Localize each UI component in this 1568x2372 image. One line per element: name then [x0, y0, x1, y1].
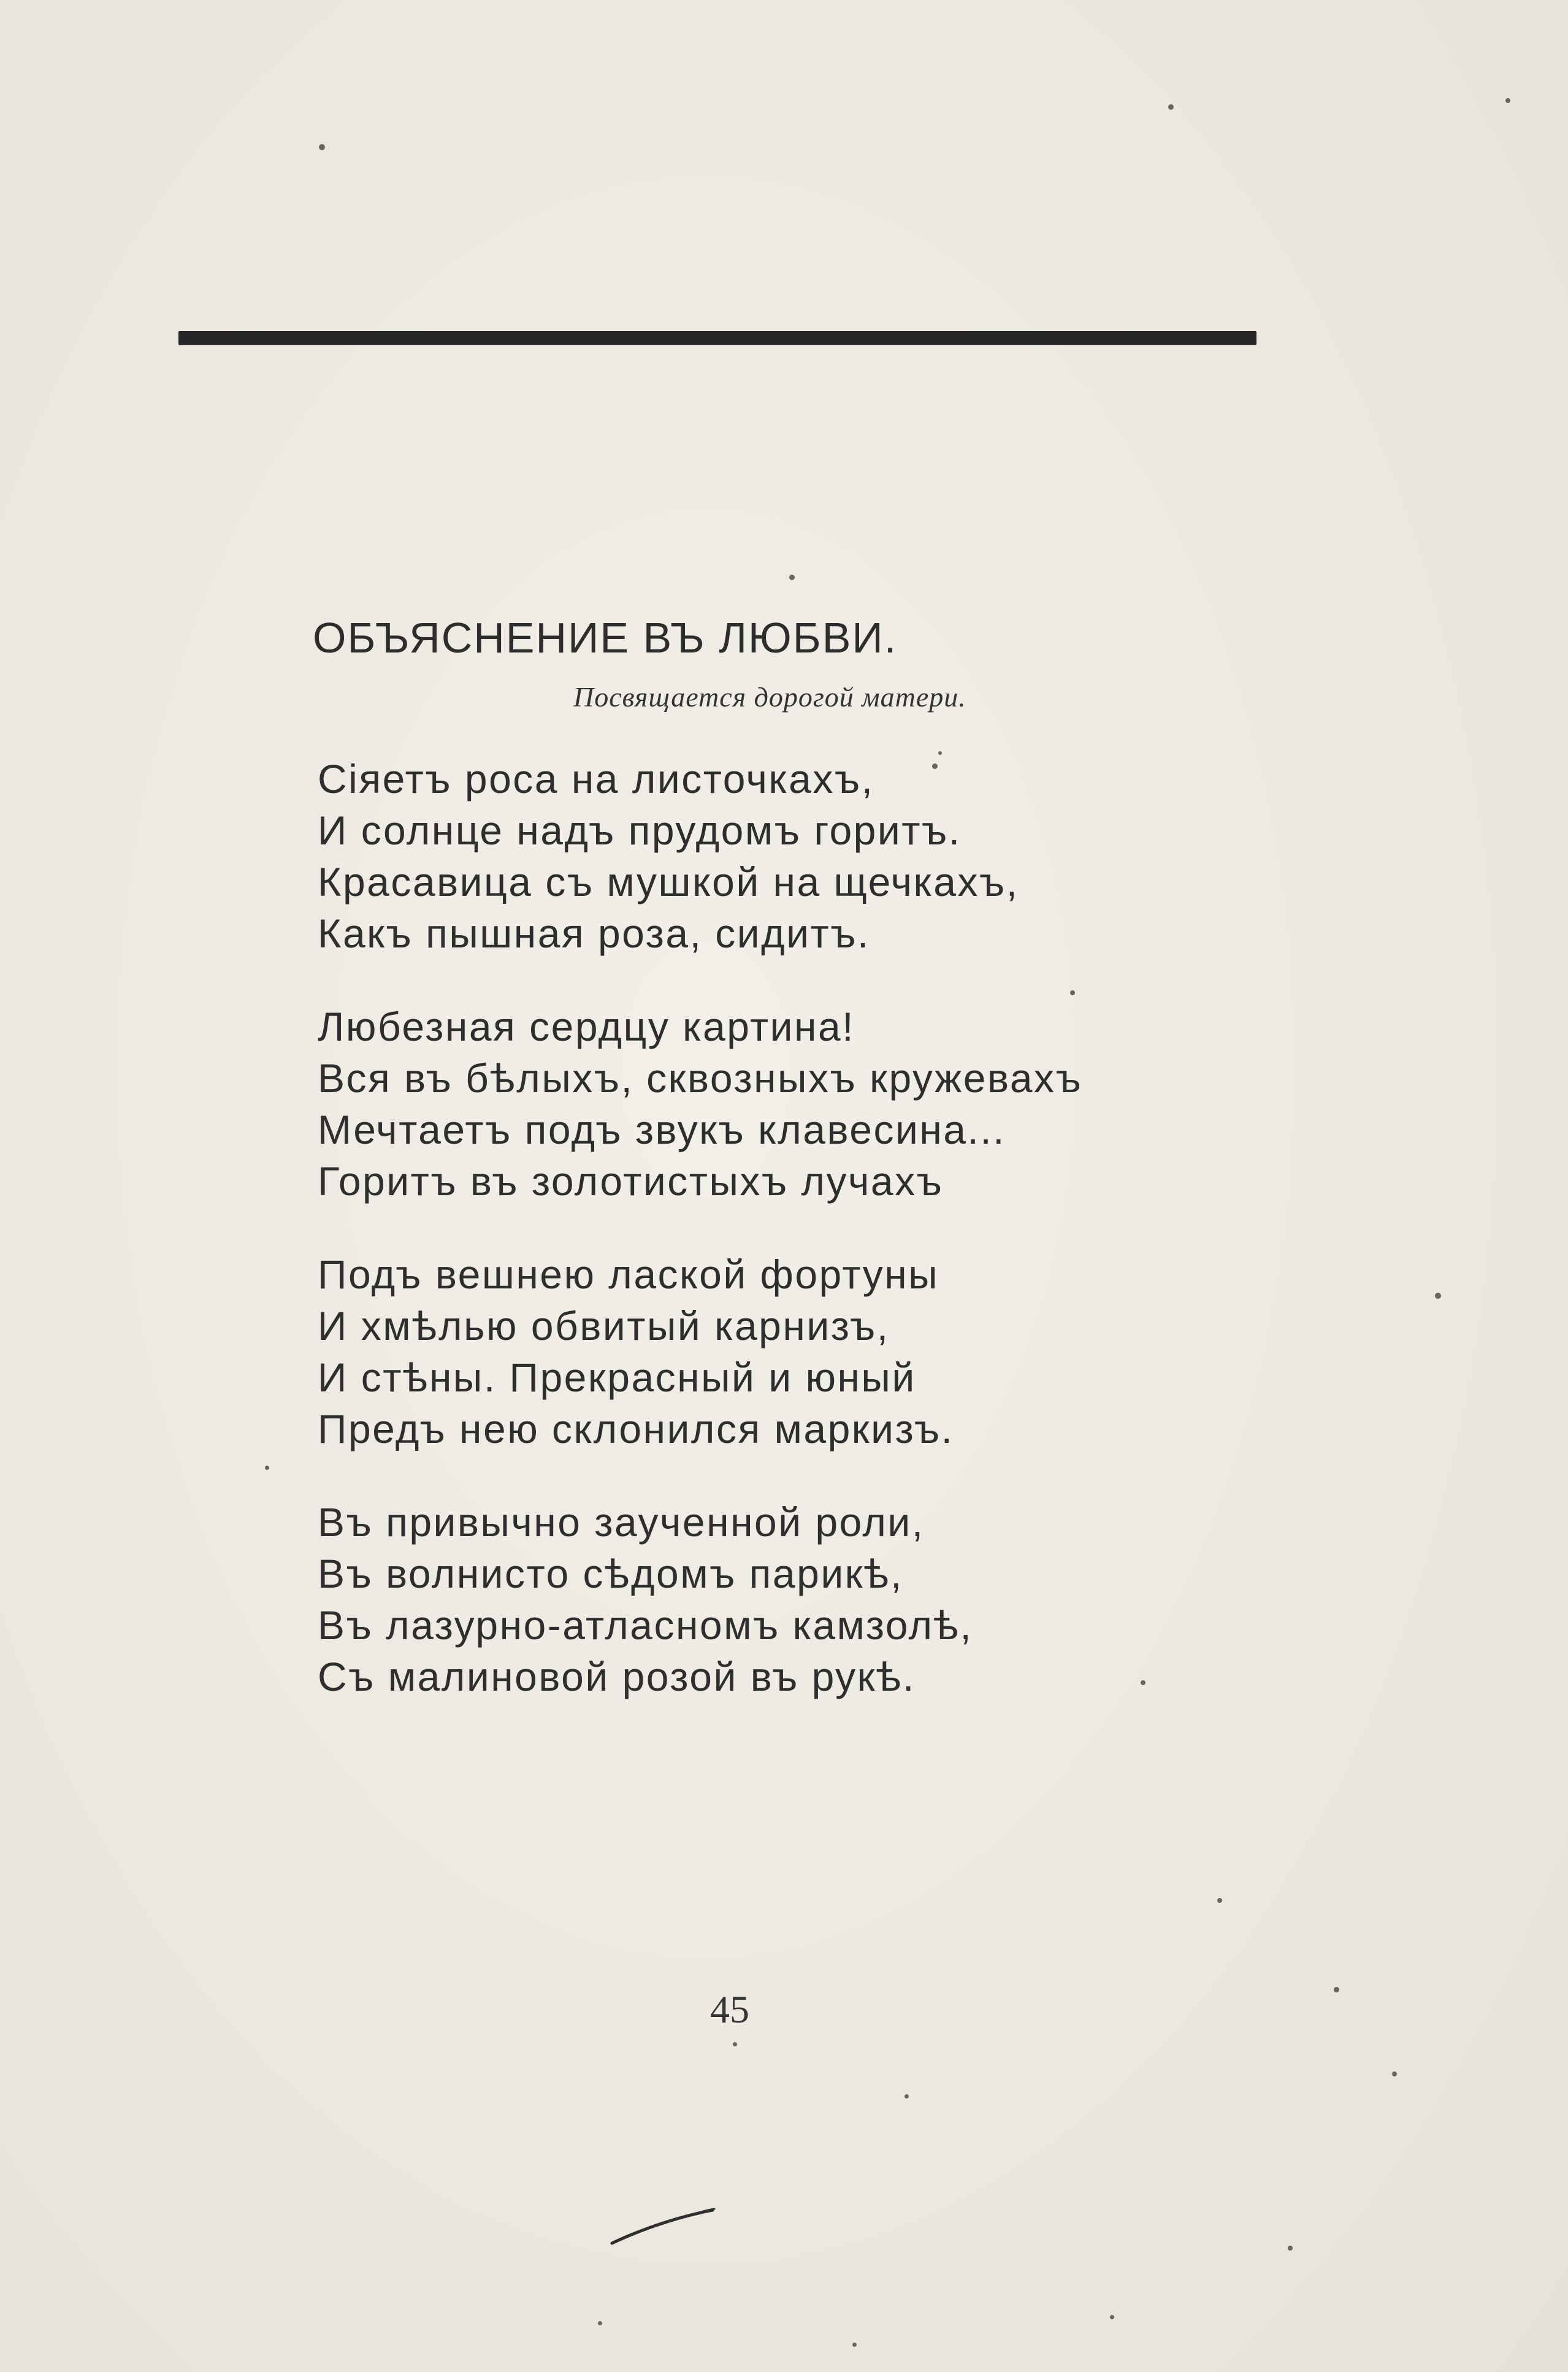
- poem-body: [318, 753, 1176, 1744]
- poem-line: Въ привычно заученной роли,: [318, 1499, 925, 1545]
- stanza-2: [318, 1001, 1176, 1207]
- stanza-1: [318, 753, 1176, 959]
- poem-line: Вся въ бѣлыхъ, сквозныхъ кружевахъ: [318, 1055, 1083, 1101]
- paper-speck: [1435, 1293, 1441, 1299]
- paper-speck: [1288, 2246, 1293, 2251]
- paper-speck: [852, 2343, 857, 2347]
- header-rule: [178, 331, 1256, 345]
- paper-speck: [938, 751, 942, 755]
- stanza-4: [318, 1496, 1176, 1702]
- poem-line: Горитъ въ золотистыхъ лучахъ: [318, 1158, 944, 1204]
- poem-line: И хмѣлью обвитый карнизъ,: [318, 1303, 890, 1349]
- paper-speck: [598, 2321, 602, 2325]
- poem-line: И стѣны. Прекрасный и юный: [318, 1355, 916, 1400]
- poem-line: Подъ вешнею лаской фортуны: [318, 1252, 939, 1297]
- poem-line: Предъ нею склонился маркизъ.: [318, 1406, 954, 1452]
- poem-line: Въ лазурно-атласномъ камзолѣ,: [318, 1602, 973, 1648]
- poem-line: Мечтаетъ подъ звукъ клавесина...: [318, 1107, 1006, 1152]
- page-number: 45: [710, 1988, 749, 2031]
- paper-speck: [1334, 1987, 1339, 1992]
- paper-speck: [904, 2094, 909, 2098]
- poem-line: Красавица съ мушкой на щечкахъ,: [318, 859, 1019, 905]
- pencil-mark-icon: [607, 2202, 717, 2251]
- stanza-3: [318, 1249, 1176, 1455]
- poem-line: Съ малиновой розой въ рукѣ.: [318, 1654, 916, 1699]
- poem-dedication: Посвящается дорогой матери.: [573, 681, 966, 713]
- paper-speck: [1110, 2315, 1114, 2319]
- poem-line: Сіяетъ роса на листочкахъ,: [318, 756, 874, 802]
- paper-speck: [1505, 98, 1510, 103]
- paper-speck: [789, 575, 795, 580]
- paper-speck: [1070, 990, 1075, 995]
- paper-speck: [1217, 1898, 1222, 1903]
- poem-line: Любезная сердцу картина!: [318, 1004, 855, 1049]
- paper-speck: [1141, 1680, 1145, 1685]
- poem-title: ОБЪЯСНЕНИЕ ВЪ ЛЮБВИ.: [313, 614, 898, 662]
- paper-speck: [1392, 2072, 1397, 2076]
- paper-speck: [733, 2042, 737, 2046]
- poem-line: Какъ пышная роза, сидитъ.: [318, 911, 870, 956]
- paper-speck: [319, 144, 325, 150]
- paper-speck: [265, 1466, 269, 1470]
- poem-line: Въ волнисто сѣдомъ парикѣ,: [318, 1551, 903, 1596]
- poem-line: И солнце надъ прудомъ горитъ.: [318, 808, 962, 853]
- paper-speck: [1168, 104, 1174, 110]
- paper-speck: [932, 763, 938, 769]
